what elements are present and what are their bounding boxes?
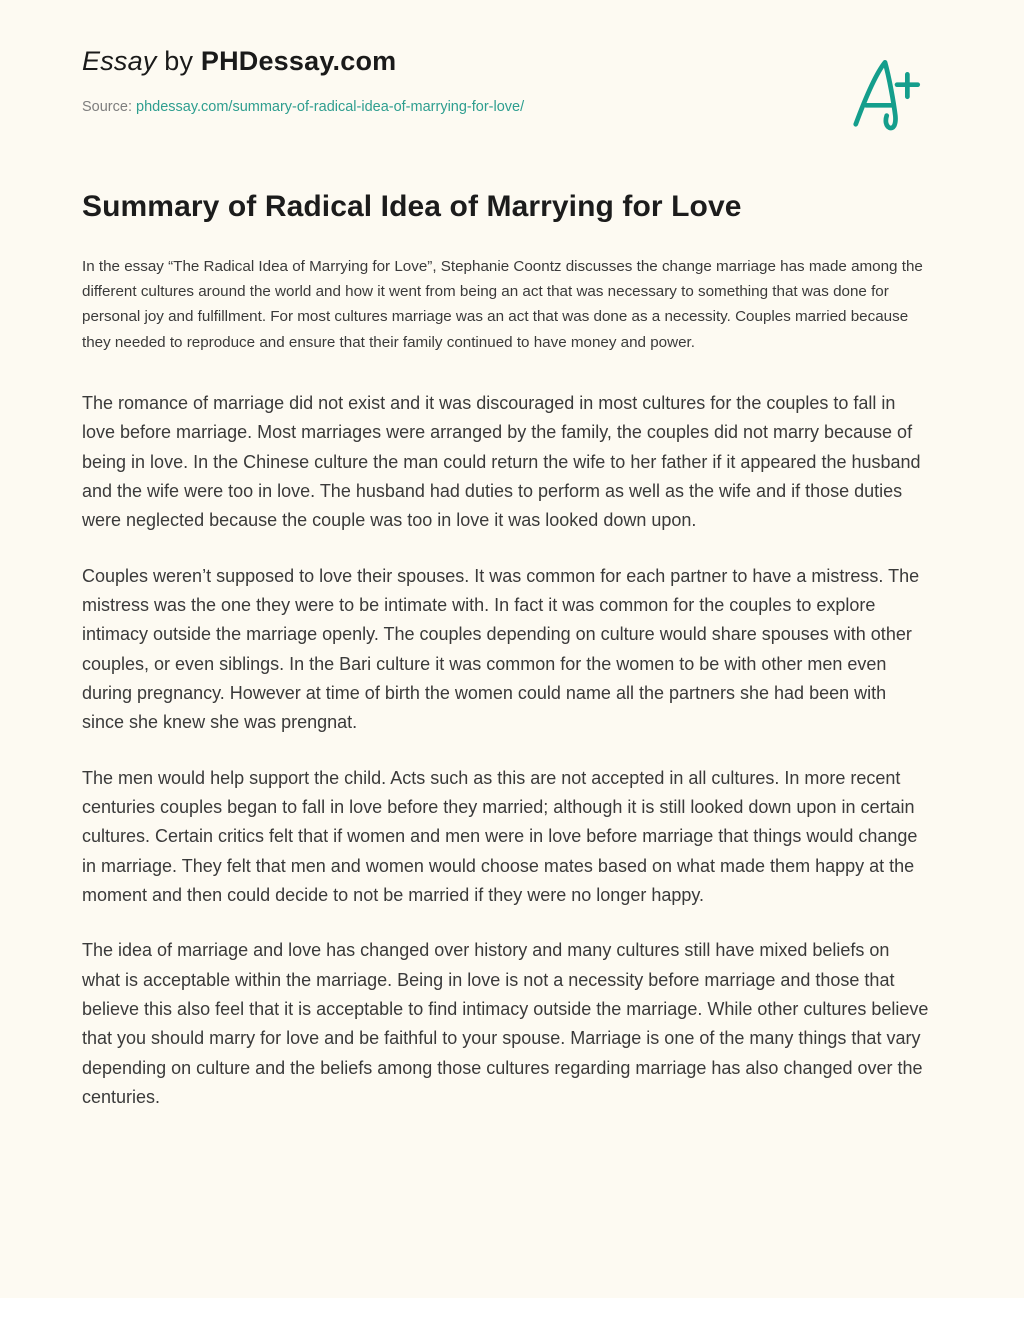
body-paragraph-4: The idea of marriage and love has changed over history and many cultures still have mixed beliefs on what is acceptable within the marriage. Being in love is not a necessity before marriage and those that believe this also feel that it is acceptable to find intimacy outside the marriage. While other cultures believe that you should marry for love and be faithful to your spouse. Marriage is one of the many things that vary depending on culture and the beliefs among those cultures regarding marriage has also changed over the centuries. (82, 940, 929, 1107)
lead-paragraph: In the essay “The Radical Idea of Marrying for Love”, Stephanie Coontz discusses the change marriage has made among the different cultures around the world and how it went from being an act that was necessary to something that was done for personal joy and fulfillment. For most cultures marriage was an act that was done as a necessity. Couples married because they needed to reproduce and ensure that their family continued to have money and power. (82, 258, 923, 351)
page-title: Summary of Radical Idea of Marrying for Love (82, 190, 742, 223)
essay-content (0, 190, 1024, 1318)
body-paragraph-2: Couples weren’t supposed to love their spouses. It was common for each partner to have a mistress. The mistress was the one they were to be intimate with. In fact it was common for the couples to explore intimacy outside the marriage openly. The couples depending on culture would share spouses with other couples, or even siblings. In the Bari culture it was common for the women to be with other men even during pregnancy. However at time of birth the women could name all the partners she had been with since she knew she was prengnat. (82, 565, 920, 733)
brand-title (82, 46, 964, 77)
source-label: Source: (82, 99, 136, 115)
source-url-link[interactable]: phdessay.com/summary-of-radical-idea-of-marrying-for-love/ (136, 99, 525, 115)
aplus-logo-icon (842, 52, 928, 138)
page-bottom-space (82, 1138, 932, 1318)
body-paragraph-1: The romance of marriage did not exist and it was discouraged in most cultures for the couples to fall in love before marriage. Most marriages were arranged by the family, the couples did not marry because of being in love. In the Chinese culture the man could return the wife to her father if it appeared the husband and the wife were too in love. The husband had duties to perform as well as the wife and if those duties were neglected because the couple was too in love it was looked down upon. (82, 392, 921, 531)
page-header (0, 0, 1024, 150)
brand-essay-word: Essay (82, 46, 157, 76)
brand-site-name: PHDessay.com (200, 46, 397, 76)
body-paragraph-3: The men would help support the child. Acts such as this are not accepted in all cultures. In more recent centuries couples began to fall in love before they married; although it is still looked down upon in certain cultures. Certain critics felt that if women and men were in love before marriage that things would change in marriage. They felt that men and women would choose mates based on what made them happy at the moment and then could decide to not be married if they were no longer happy. (82, 767, 918, 905)
source-line (82, 99, 964, 115)
brand-by-word: by (156, 46, 201, 76)
